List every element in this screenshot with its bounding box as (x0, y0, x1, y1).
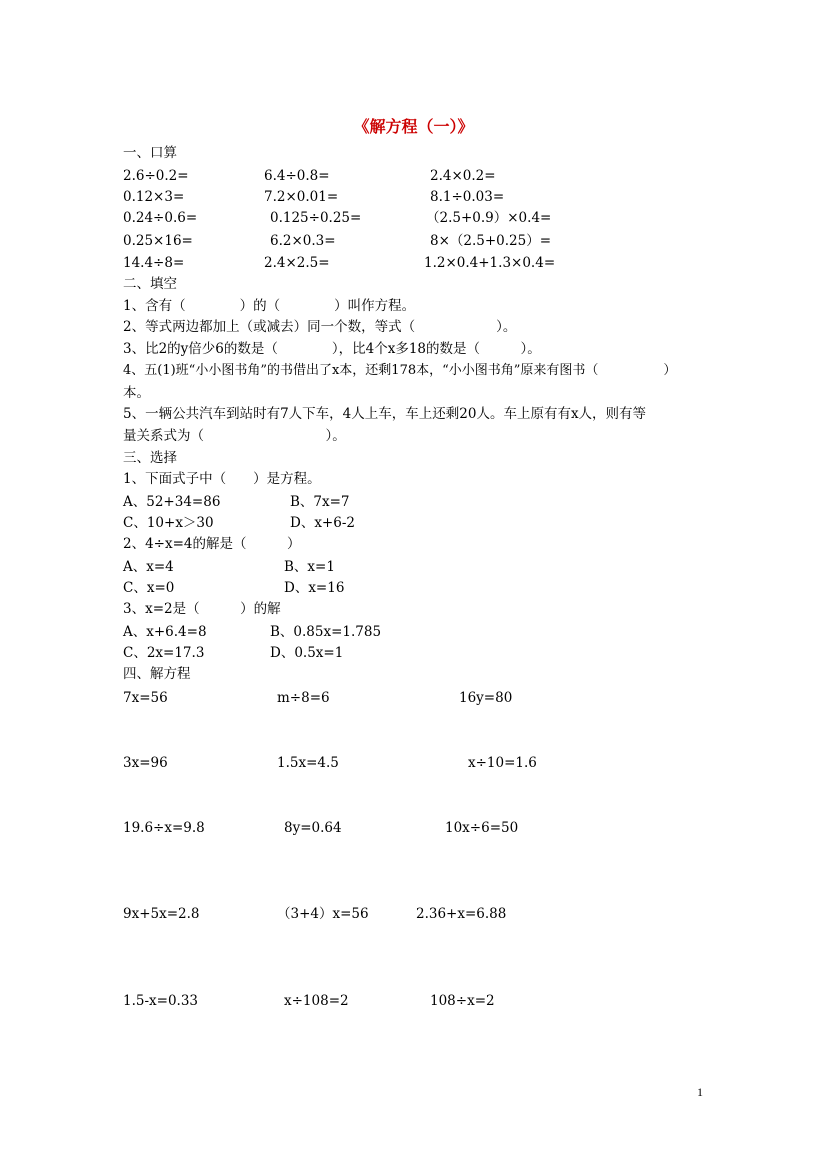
choice-option: D、x+6-2 (290, 515, 355, 531)
oral-calc-item: 8×（2.5+0.25）= (430, 233, 552, 249)
fill-blank-item: 5、一辆公共汽车到站时有7人下车，4人上车，车上还剩20人。车上原有有x人，则有等 (123, 406, 647, 422)
oral-calc-item: 1.2×0.4+1.3×0.4= (424, 255, 556, 271)
fill-blank-item: 1、含有（ ）的（ ）叫作方程。 (123, 298, 416, 314)
equation-item: 19.6÷x=9.8 (123, 820, 205, 836)
fill-blank-item: 本。 (123, 385, 150, 401)
document-title: 《解方程（一）》 (353, 117, 474, 136)
section-3-heading: 三、选择 (123, 450, 177, 466)
choice-option: B、x=1 (284, 559, 335, 575)
equation-item: 1.5-x=0.33 (123, 993, 199, 1009)
choice-option: C、x=0 (123, 580, 175, 596)
fill-blank-item: 2、等式两边都加上（或减去）同一个数，等式（ ）。 (123, 319, 517, 335)
equation-item: 3x=96 (123, 755, 168, 771)
equation-item: x÷10=1.6 (468, 755, 537, 771)
oral-calc-item: 8.1÷0.03= (430, 189, 505, 205)
equation-item: m÷8=6 (277, 690, 330, 706)
oral-calc-item: 6.2×0.3= (270, 233, 336, 249)
oral-calc-item: 0.12×3= (123, 189, 185, 205)
oral-calc-item: 2.6÷0.2= (123, 168, 189, 184)
choice-option: D、x=16 (284, 580, 345, 596)
oral-calc-item: 0.125÷0.25= (270, 210, 362, 226)
oral-calc-item: 0.25×16= (123, 233, 193, 249)
equation-item: 7x=56 (123, 690, 168, 706)
equation-item: 10x÷6=50 (445, 820, 519, 836)
oral-calc-item: 7.2×0.01= (264, 189, 339, 205)
oral-calc-item: 6.4÷0.8= (264, 168, 330, 184)
choice-option: C、10+x＞30 (123, 515, 214, 531)
choice-question-stem: 3、x=2是（ ）的解 (123, 601, 281, 617)
section-2-heading: 二、填空 (123, 276, 177, 292)
equation-item: 8y=0.64 (284, 820, 342, 836)
oral-calc-item: 2.4×2.5= (264, 255, 330, 271)
equation-item: x÷108=2 (284, 993, 349, 1009)
equation-item: 9x+5x=2.8 (123, 906, 200, 922)
choice-option: D、0.5x=1 (270, 645, 344, 661)
choice-option: A、x=4 (123, 559, 174, 575)
equation-item: 16y=80 (459, 690, 513, 706)
oral-calc-item: （2.5+0.9）×0.4= (426, 210, 552, 226)
section-1-heading: 一、口算 (123, 145, 177, 161)
equation-item: 1.5x=4.5 (277, 755, 339, 771)
page-number: 1 (697, 1085, 703, 1099)
equation-item: 2.36+x=6.88 (416, 906, 507, 922)
choice-question-stem: 2、4÷x=4的解是（ ） (123, 536, 301, 552)
oral-calc-item: 2.4×0.2= (430, 168, 496, 184)
oral-calc-item: 14.4÷8= (123, 255, 185, 271)
choice-option: C、2x=17.3 (123, 645, 205, 661)
fill-blank-item: 3、比2的y倍少6的数是（ ），比4个x多18的数是（ ）。 (123, 341, 541, 357)
fill-blank-item: 4、五(1)班“小小图书角”的书借出了x本，还剩178本，“小小图书角”原来有图书（ ） (123, 363, 677, 378)
choice-option: B、0.85x=1.785 (270, 624, 382, 640)
section-4-heading: 四、解方程 (123, 666, 191, 682)
choice-question-stem: 1、下面式子中（ ）是方程。 (123, 471, 321, 487)
choice-option: A、x+6.4=8 (123, 624, 207, 640)
equation-item: （3+4）x=56 (277, 906, 369, 922)
fill-blank-item: 量关系式为（ ）。 (123, 428, 346, 444)
choice-option: A、52+34=86 (123, 494, 221, 510)
equation-item: 108÷x=2 (430, 993, 495, 1009)
choice-option: B、7x=7 (290, 494, 350, 510)
oral-calc-item: 0.24÷0.6= (123, 210, 198, 226)
